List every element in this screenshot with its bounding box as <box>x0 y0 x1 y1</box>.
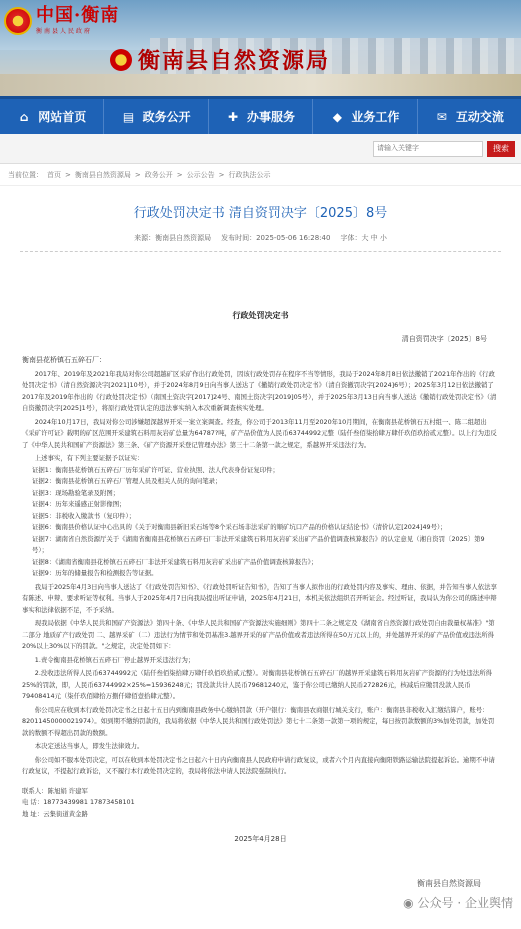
doc-paragraph: 现我局依据《中华人民共和国矿产资源法》第四十条、《中华人民共和国矿产资源法实施细则》第四十二条之规定及《湖南省自然资源行政处罚自由裁量权基准》"第二部分 地质矿产行政处罚 二、越界采矿（二）违法行为情节和处罚基准3.越界开采的矿产品价值或者违法所得在50万元以上的，并处越界开采的矿产品价值或违法所得20%以上30%以下的罚款。"之规定，决定处罚如下： <box>22 619 495 650</box>
contact-address: 地 址：云集街道黄金路 <box>22 809 88 818</box>
wechat-watermark <box>403 894 513 911</box>
doc-paragraph: 2.没收违法所得人民币63744992元（陆仟叁佰柒拾肆万肆仟玖佰玖拾贰元整）。对衡南县花桥镇石五碎石厂的越界开采建筑石料用灰岩矿产资源的行为处违法所得25%的罚款，即，人民币63744992×25%=15936248元；罚没款共计人民币79681240元，鉴于你公司已缴纳人民币272826元，核减后应缴罚没款人民币79408414元（柒仟玖佰肆拾万捌仟肆佰壹拾肆元整）。 <box>22 669 492 700</box>
chat-icon: ✉ <box>436 109 447 124</box>
evidence-item: 证据3：现场勘验笔录及附图； <box>32 488 120 497</box>
evidence-item: 证据9：历年的储量报告和检测报告等证据。 <box>32 569 158 577</box>
doc-paragraph: 你公司应在收到本行政处罚决定书之日起十五日内到衡南县政务中心缴纳罚款（开户银行：衡南县农商银行城关支行，账户：衡南县非税收入汇缴结算户，账号：82011450000021974）。如到期不缴纳罚款的，我局将依据《中华人民共和国行政处罚法》第七十二条第一款第一项的规定，每日按罚款数额的3%加处罚款，加处罚款的数额不得超出罚款的数额。 <box>22 705 495 737</box>
nav-work-label: 业务工作 <box>351 110 400 124</box>
work-icon: ◆ <box>332 109 343 124</box>
site-name: 衡南县自然资源局 <box>138 48 331 74</box>
document-body <box>0 310 521 846</box>
article-meta <box>20 233 501 252</box>
evidence-item: 证据2：衡南县花桥镇石五碎石厂管理人员及相关人员的询问笔录； <box>32 477 222 485</box>
logo-name: 中国·衡南 <box>36 5 120 26</box>
bureau-emblem-icon <box>110 49 132 71</box>
article-time: 发布时间：2025-05-06 16:28:40 <box>221 234 331 242</box>
breadcrumb-bureau[interactable]: 衡南县自然资源局 <box>74 170 131 179</box>
nav-service-label: 办事服务 <box>247 110 296 124</box>
site-banner <box>0 0 521 96</box>
breadcrumb <box>0 164 521 186</box>
evidence-item: 证据6：衡南县价格认证中心出具的《关于对衡南县新旧采石场等8个采石场非法采矿的顺矿坑口产品的价格认证结论书》（清价认定[2024]49号）； <box>32 523 447 531</box>
article-source: 来源：衡南县自然资源局 <box>134 234 212 242</box>
breadcrumb-sep: > <box>65 170 71 179</box>
nav-service[interactable] <box>209 99 313 134</box>
nav-home-label: 网站首页 <box>38 110 87 124</box>
nav-public[interactable] <box>104 99 208 134</box>
breadcrumb-home[interactable]: 首页 <box>47 170 61 179</box>
evidence-item: 证据5：非税收入缴款书（复印件）； <box>32 511 136 520</box>
wechat-icon: ◉ <box>403 895 414 910</box>
logo-sub: 衡南县人民政府 <box>36 28 93 35</box>
nav-home[interactable] <box>0 99 104 134</box>
breadcrumb-notice[interactable]: 公示公告 <box>186 170 215 179</box>
breadcrumb-enforcement[interactable]: 行政执法公示 <box>228 170 271 179</box>
main-nav <box>0 96 521 134</box>
home-icon: ⌂ <box>19 109 29 124</box>
contact-person: 联系人：陈旭娟 许建军 <box>22 786 88 795</box>
banner-road-image <box>0 74 521 96</box>
national-emblem-icon <box>4 7 32 35</box>
issuer-seal: 衡南县自然资源局 <box>417 879 481 888</box>
nav-interact-label: 互动交流 <box>455 110 504 124</box>
breadcrumb-sep: > <box>134 170 141 179</box>
doc-icon: ▤ <box>122 109 135 124</box>
evidence-item: 证据4：历年来遥感正射影像图； <box>32 500 126 508</box>
doc-paragraph: 本决定送达当事人，即发生法律效力。 <box>34 742 144 750</box>
search-button[interactable]: 搜索 <box>487 141 515 157</box>
breadcrumb-public[interactable]: 政务公开 <box>144 170 173 179</box>
breadcrumb-sep: > <box>218 170 225 179</box>
nav-work[interactable] <box>313 99 417 134</box>
search-input[interactable] <box>373 141 483 157</box>
evidence-item: 证据8：《湖南省衡南县花桥镇石五碎石厂非法开采建筑石料用灰岩矿采出矿产品价值调查核算报告》； <box>32 557 318 566</box>
doc-number: 清自资罚决字〔2025〕8号 <box>401 334 487 343</box>
doc-heading: 行政处罚决定书 <box>232 311 289 320</box>
doc-addressee: 衡南县花桥镇石五碎石厂： <box>22 356 106 364</box>
doc-paragraph: 1.责令衡南县花桥镇石五碎石厂停止越界开采违法行为； <box>34 655 195 664</box>
font-size-switch[interactable]: 字体：大 中 小 <box>340 234 387 242</box>
doc-paragraph: 我局于2025年4月3日向当事人送达了《行政处罚告知书》、《行政处罚听证告知书》，告知了当事人拟作出的行政处罚内容及事实、理由、依据，并告知当事人依法享有陈述、申辩、要求听证等权利。当事人于2025年4月7日向我局提出听证申请，2025年4月21日，本机关依法组织召开听证会。经过听证，我局认为你公司的陈述申辩事实和法律依据不足，不予采纳。 <box>22 582 497 614</box>
evidence-item: 证据7：湖南省自然资源厅关于《湖南省衡南县花桥镇石五碎石厂非法开采建筑石料用灰岩矿采出矿产品价值调查核算报告》的认定意见（湘自资罚〔2025〕第9号）； <box>32 534 485 554</box>
breadcrumb-label: 当前位置： <box>8 170 43 179</box>
site-title[interactable] <box>110 44 330 75</box>
nav-public-label: 政务公开 <box>142 110 191 124</box>
doc-paragraph: 你公司如不服本处罚决定，可以在收到本处罚决定书之日起六十日内向衡南县人民政府申请行政复议，或者六个月内直接向衡阳铁路运输法院提起诉讼。逾期不申请行政复议，不提起行政诉讼，又不履行本行政处罚决定的，我局将依法申请人民法院强制执行。 <box>22 755 495 775</box>
top-logo[interactable] <box>4 6 119 35</box>
article-title: 行政处罚决定书 清自资罚决字〔2025〕8号 <box>133 206 388 221</box>
utility-bar <box>0 134 521 164</box>
doc-date: 2025年4月28日 <box>234 835 287 843</box>
evidence-intro: 上述事实，有下列主要证据予以证实： <box>34 454 144 462</box>
service-icon: ✚ <box>227 109 239 124</box>
breadcrumb-sep: > <box>176 170 183 179</box>
watermark-text: 公众号 · 企业舆情 <box>417 896 513 910</box>
doc-paragraph: 2017年、2019年及2021年我局对你公司超越矿区采矿作出行政处罚，因该行政处罚存在程序不当等情形，我局于2024年8月8日依法撤销了2021年作出的《行政处罚决定书》（清自然资源决字[2021]10号），并于2024年8月9日向当事人送达了《撤销行政处罚决定书》（清自资撤罚决字[2024]6号）；2025年3月12日依法撤销了2017年及2019年作出的《行政处罚决定书》（南国土资决字[2017]24号、南国土资决字[2019]05号），并于2025年3月13日向当事人送达《撤销行政处罚决定书》（清自资撤罚决字[2025]1号），将原行政处罚认定的违法事实纳入本次重新调查核实处理。 <box>22 369 497 412</box>
evidence-item: 证据1：衡南县花桥镇石五碎石厂历年采矿许可证、营业执照、法人代表身份证复印件； <box>32 465 279 474</box>
doc-paragraph: 2024年10月17日，我局对你公司涉嫌超深越界开采一案立案调查。经查，你公司于2013年11月至2020年10月期间，在衡南县花桥镇石五村组一、陈二组超出《采矿许可证》载明的矿区范围开采建筑石料用灰岩矿总量为64787?吨，矿产品价值为人民币63744992元整（陆仟叁佰柒拾肆万肆仟玖佰玖拾贰元整）。以上行为违反了《中华人民共和国矿产资源法》第三条、《矿产资源开采登记管理办法》第三十二条第一款之规定，系越界开采违法行为。 <box>22 417 497 449</box>
nav-interact[interactable] <box>418 99 521 134</box>
contact-phone: 电 话：18773439981 17873458101 <box>22 798 135 806</box>
